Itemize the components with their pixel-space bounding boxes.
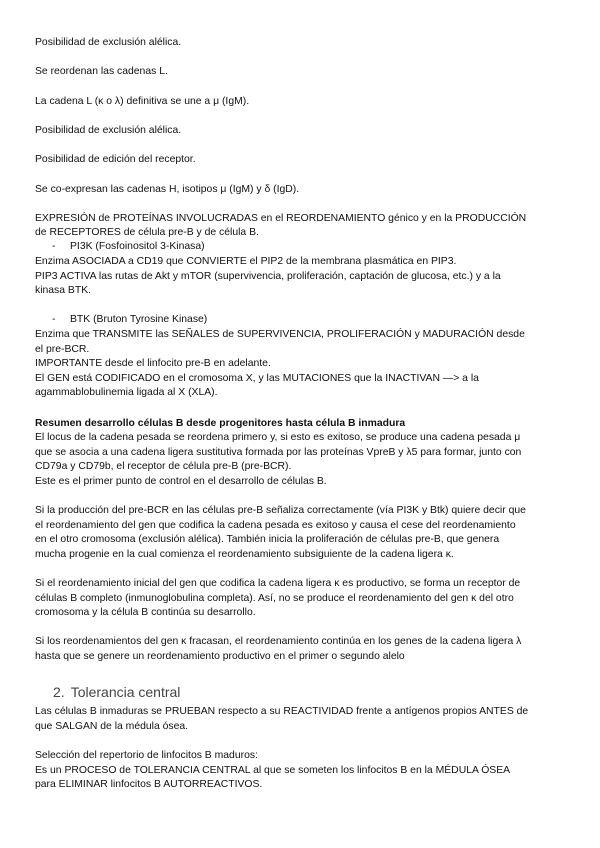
paragraph-line: el reordenamiento del gen que codifica la cadena pesada es exitoso y causa el cese del reordenamiento <box>35 520 516 531</box>
paragraph-line: PIP3 ACTIVA las rutas de Akt y mTOR (supervivencia, proliferación, captación de glucosa, etc.) y a la <box>35 271 501 282</box>
summary-heading: Resumen desarrollo células B desde progenitores hasta célula B inmadura <box>35 418 406 429</box>
paragraph-line: Selección del repertorio de linfocitos B maduros: <box>35 750 258 761</box>
paragraph-line: La cadena L (κ o λ) definitiva se une a μ (IgM). <box>35 96 250 107</box>
paragraph-line: cromosoma y la célula B continúa su desarrollo. <box>35 607 256 618</box>
paragraph-line: Es un PROCESO de TOLERANCIA CENTRAL al que se someten los linfocitos B en la MÉDULA ÓSEA <box>35 765 511 776</box>
paragraph-line: Este es el primer punto de control en el desarrollo de células B. <box>35 476 327 487</box>
paragraph-line: en el otro cromosoma (exclusión alélica). También inicia la proliferación de células pre-B, que genera <box>35 534 500 545</box>
paragraph-line: Enzima ASOCIADA a CD19 que CONVIERTE el PIP2 de la membrana plasmática en PIP3. <box>35 256 457 267</box>
paragraph-line: de RECEPTORES de célula pre-B y de célula B. <box>35 227 259 238</box>
paragraph-line: Las células B inmaduras se PRUEBAN respecto a su REACTIVIDAD frente a antígenos propios ANTES de <box>35 706 529 717</box>
paragraph-line: Si los reordenamientos del gen κ fracasan, el reordenamiento continúa en los genes de la cadena ligera λ <box>35 636 522 647</box>
bullet-text: PI3K (Fosfoinositol 3-Kinasa) <box>70 241 205 252</box>
bullet-marker: - <box>52 241 56 252</box>
paragraph-line: que se asocia a una cadena ligera sustitutiva formada por las proteínas VpreB y λ5 para formar, junto con <box>35 447 522 458</box>
paragraph-line: agammablobulinemia ligada al X (XLA). <box>35 387 218 398</box>
paragraph-line: EXPRESIÓN de PROTEÍNAS INVOLUCRADAS en el REORDENAMIENTO génico y en la PRODUCCIÓN <box>35 213 527 224</box>
paragraph-line: Posibilidad de exclusión alélica. <box>35 37 182 48</box>
paragraph-line: Si la producción del pre-BCR en las células pre-B señaliza correctamente (vía PI3K y Btk) quiere decir que <box>35 505 526 516</box>
paragraph-line: para ELIMINAR linfocitos B AUTORREACTIVOS. <box>35 779 263 790</box>
bullet-item-btk <box>52 313 582 327</box>
paragraph-line: Posibilidad de exclusión alélica. <box>35 125 182 136</box>
bullet-text: BTK (Bruton Tyrosine Kinase) <box>70 314 208 325</box>
paragraph-line: células B completo (inmunoglobulina completa). Así, no se produce el reordenamiento del gen κ del otro <box>35 593 514 604</box>
bullet-marker: - <box>52 314 56 325</box>
paragraph-line: que SALGAN de la médula ósea. <box>35 721 189 732</box>
paragraph-line: el pre-BCR. <box>35 344 90 355</box>
section-title: Tolerancia central <box>70 684 181 700</box>
paragraph-line: El locus de la cadena pesada se reordena primero y, si esto es exitoso, se produce una cadena pesada μ <box>35 432 521 443</box>
section-heading <box>53 683 583 701</box>
bullet-item-pi3k <box>52 240 582 254</box>
paragraph-line: IMPORTANTE desde el linfocito pre-B en adelante. <box>35 358 271 369</box>
paragraph-line: Se co-expresan las cadenas H, isotipos μ (IgM) y δ (IgD). <box>35 184 300 195</box>
paragraph-line: hasta que se genere un reordenamiento productivo en el primer o segundo alelo <box>35 651 405 662</box>
paragraph-line: CD79a y CD79b, el receptor de célula pre-B (pre-BCR). <box>35 461 292 472</box>
paragraph-line: Posibilidad de edición del receptor. <box>35 154 196 165</box>
paragraph-line: Se reordenan las cadenas L. <box>35 66 168 77</box>
paragraph-line: Enzima que TRANSMITE las SEÑALES de SUPERVIVENCIA, PROLIFERACIÓN y MADURACIÓN desde <box>35 329 525 340</box>
paragraph-line: mucha progenie en la cual comienza el reordenamiento subsiguiente de la cadena ligera κ. <box>35 549 454 560</box>
paragraph-line: El GEN está CODIFICADO en el cromosoma X, y las MUTACIONES que la INACTIVAN —> a la <box>35 373 479 384</box>
section-number: 2. <box>53 684 65 700</box>
paragraph-line: Si el reordenamiento inicial del gen que codifica la cadena ligera κ es productivo, se forma un receptor de <box>35 578 521 589</box>
paragraph-line: kinasa BTK. <box>35 285 92 296</box>
